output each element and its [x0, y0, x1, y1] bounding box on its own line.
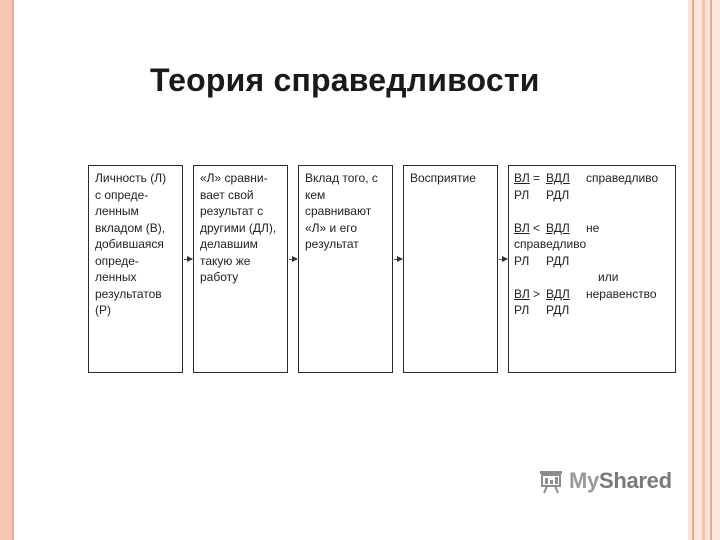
- box-formulas: [508, 165, 676, 373]
- right-decorative-border: [688, 0, 720, 540]
- formula-row: [514, 187, 670, 204]
- box-line: опреде-: [95, 253, 139, 268]
- formula-term: ВЛ: [514, 220, 530, 235]
- formula-operator: >: [533, 286, 541, 301]
- formula-row: [514, 269, 670, 286]
- box-line: ленным: [95, 204, 139, 218]
- flow-arrow: [289, 259, 297, 260]
- box-line: с опреде-: [95, 187, 149, 202]
- box-line: работу: [200, 270, 239, 284]
- box-line: сравнивают: [305, 204, 372, 218]
- box-line: такую же: [200, 253, 251, 268]
- flow-arrow: [499, 259, 507, 260]
- box-line: вкладом (В),: [95, 220, 166, 235]
- box-person: [88, 165, 183, 373]
- formula-term: РДЛ: [546, 303, 570, 317]
- box-line: другими (ДЛ),: [200, 220, 277, 235]
- formula-verdict: не: [586, 220, 600, 235]
- formula-term: РЛ: [514, 303, 530, 317]
- box-line: Восприятие: [410, 171, 476, 185]
- formula-verdict: справедливо: [586, 171, 659, 185]
- formula-operator: <: [533, 220, 541, 235]
- spacer: [514, 203, 670, 220]
- flow-arrow: [394, 259, 402, 260]
- left-decorative-border: [0, 0, 12, 540]
- formula-term: РЛ: [514, 253, 530, 268]
- formula-term: РДЛ: [546, 253, 570, 268]
- box-compare: [193, 165, 288, 373]
- formula-term: ВДЛ: [546, 286, 570, 301]
- box-line: Вклад того, с: [305, 171, 378, 185]
- box-line: результатов: [95, 286, 162, 301]
- formula-operator: =: [533, 171, 541, 185]
- formula-verdict: неравенство: [586, 286, 657, 301]
- presentation-board-icon: [538, 468, 564, 494]
- box-perception: [403, 165, 498, 373]
- box-line: вает свой: [200, 187, 254, 202]
- box-line: (Р): [95, 303, 111, 317]
- box-line: добившаяся: [95, 237, 164, 251]
- myshared-logo: [538, 466, 672, 496]
- formula-term: РЛ: [514, 187, 530, 202]
- box-line: результат с: [200, 204, 264, 218]
- formula-row: [514, 236, 670, 253]
- box-line: Личность (Л): [95, 171, 167, 185]
- flow-arrow: [184, 259, 192, 260]
- formula-term: ВДЛ: [546, 171, 570, 185]
- logo-text-shared: Shared: [598, 468, 672, 493]
- border-line: [710, 0, 712, 540]
- formula-row: [514, 170, 670, 187]
- formula-row: [514, 253, 670, 270]
- or-text: или: [598, 270, 619, 284]
- formula-term: РДЛ: [546, 187, 570, 202]
- box-line: кем: [305, 187, 326, 202]
- formula-verdict: справедливо: [514, 237, 587, 251]
- formula-term: ВЛ: [514, 171, 530, 185]
- slide-title: Теория справедливости: [150, 62, 540, 98]
- formula-term: ВДЛ: [546, 220, 570, 235]
- formula-row: [514, 286, 670, 303]
- formula-row: [514, 220, 670, 237]
- box-line: делавшим: [200, 237, 258, 251]
- box-contribution: [298, 165, 393, 373]
- box-line: результат: [305, 237, 359, 251]
- box-line: «Л» сравни-: [200, 171, 268, 185]
- border-line: [702, 0, 705, 540]
- formula-term: ВЛ: [514, 286, 530, 301]
- logo-text-my: My: [569, 468, 599, 493]
- border-line: [692, 0, 694, 540]
- box-line: «Л» и его: [305, 220, 358, 235]
- box-line: ленных: [95, 270, 137, 284]
- formula-row: [514, 302, 670, 319]
- logo-text: [569, 468, 672, 494]
